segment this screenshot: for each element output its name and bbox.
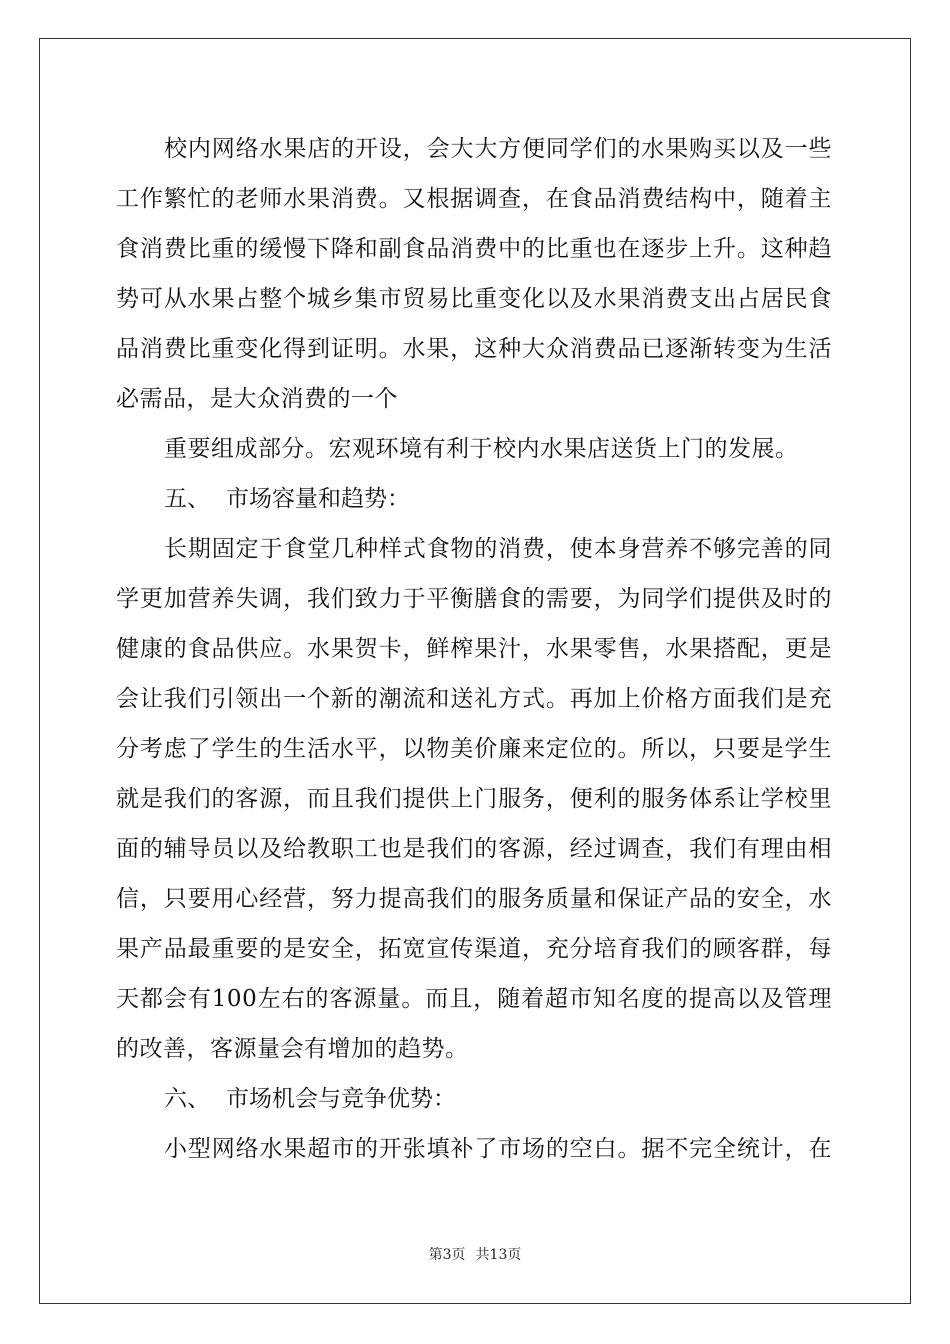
text-line: 信，只要用心经营，努力提高我们的服务质量和保证产品的安全，水 bbox=[116, 886, 832, 912]
text-line: 天都会有100左右的客源量。而且，随着超市知名度的提高以及管理 bbox=[116, 986, 832, 1012]
text-line: 品消费比重变化得到证明。水果，这种大众消费品已逐渐转变为生活 bbox=[116, 336, 832, 362]
text-line: 长期固定于食堂几种样式食物的消费，使本身营养不够完善的同 bbox=[164, 536, 832, 562]
text-line: 学更加营养失调，我们致力于平衡膳食的需要，为同学们提供及时的 bbox=[116, 586, 832, 612]
text-line: 工作繁忙的老师水果消费。又根据调查，在食品消费结构中，随着主 bbox=[116, 186, 832, 212]
text-line: 重要组成部分。宏观环境有利于校内水果店送货上门的发展。 bbox=[164, 436, 799, 462]
text-line: 食消费比重的缓慢下降和副食品消费中的比重也在逐步上升。这种趋 bbox=[116, 236, 832, 262]
text-line: 健康的食品供应。水果贺卡，鲜榨果汁，水果零售，水果搭配，更是 bbox=[116, 636, 832, 662]
document-body bbox=[116, 124, 832, 1174]
text-line: 势可从水果占整个城乡集市贸易比重变化以及水果消费支出占居民食 bbox=[116, 286, 832, 312]
section-number: 五、 bbox=[164, 486, 210, 512]
text-line: 面的辅导员以及给教职工也是我们的客源，经过调查，我们有理由相 bbox=[116, 836, 832, 862]
section-title: 市场机会与竞争优势： bbox=[226, 1086, 456, 1112]
text-line: 必需品，是大众消费的一个 bbox=[116, 386, 398, 412]
text-line: 的改善，客源量会有增加的趋势。 bbox=[116, 1036, 469, 1062]
text-line: 校内网络水果店的开设，会大大方便同学们的水果购买以及一些 bbox=[164, 136, 832, 162]
section-number: 六、 bbox=[164, 1086, 210, 1112]
section-title: 市场容量和趋势： bbox=[226, 486, 410, 512]
text-line: 分考虑了学生的生活水平，以物美价廉来定位的。所以，只要是学生 bbox=[116, 736, 832, 762]
section-heading-5 bbox=[116, 474, 832, 524]
text-line: 就是我们的客源，而且我们提供上门服务，便利的服务体系让学校里 bbox=[116, 786, 832, 812]
page-total: 共13页 bbox=[475, 1247, 522, 1263]
page-footer bbox=[0, 1244, 950, 1264]
text-line: 果产品最重要的是安全，拓宽宣传渠道，充分培育我们的顾客群，每 bbox=[116, 936, 832, 962]
page-number: 第3页 bbox=[428, 1247, 466, 1263]
text-line: 小型网络水果超市的开张填补了市场的空白。据不完全统计，在 bbox=[164, 1136, 832, 1162]
text-line: 会让我们引领出一个新的潮流和送礼方式。再加上价格方面我们是充 bbox=[116, 686, 832, 712]
section-heading-6 bbox=[116, 1074, 832, 1124]
